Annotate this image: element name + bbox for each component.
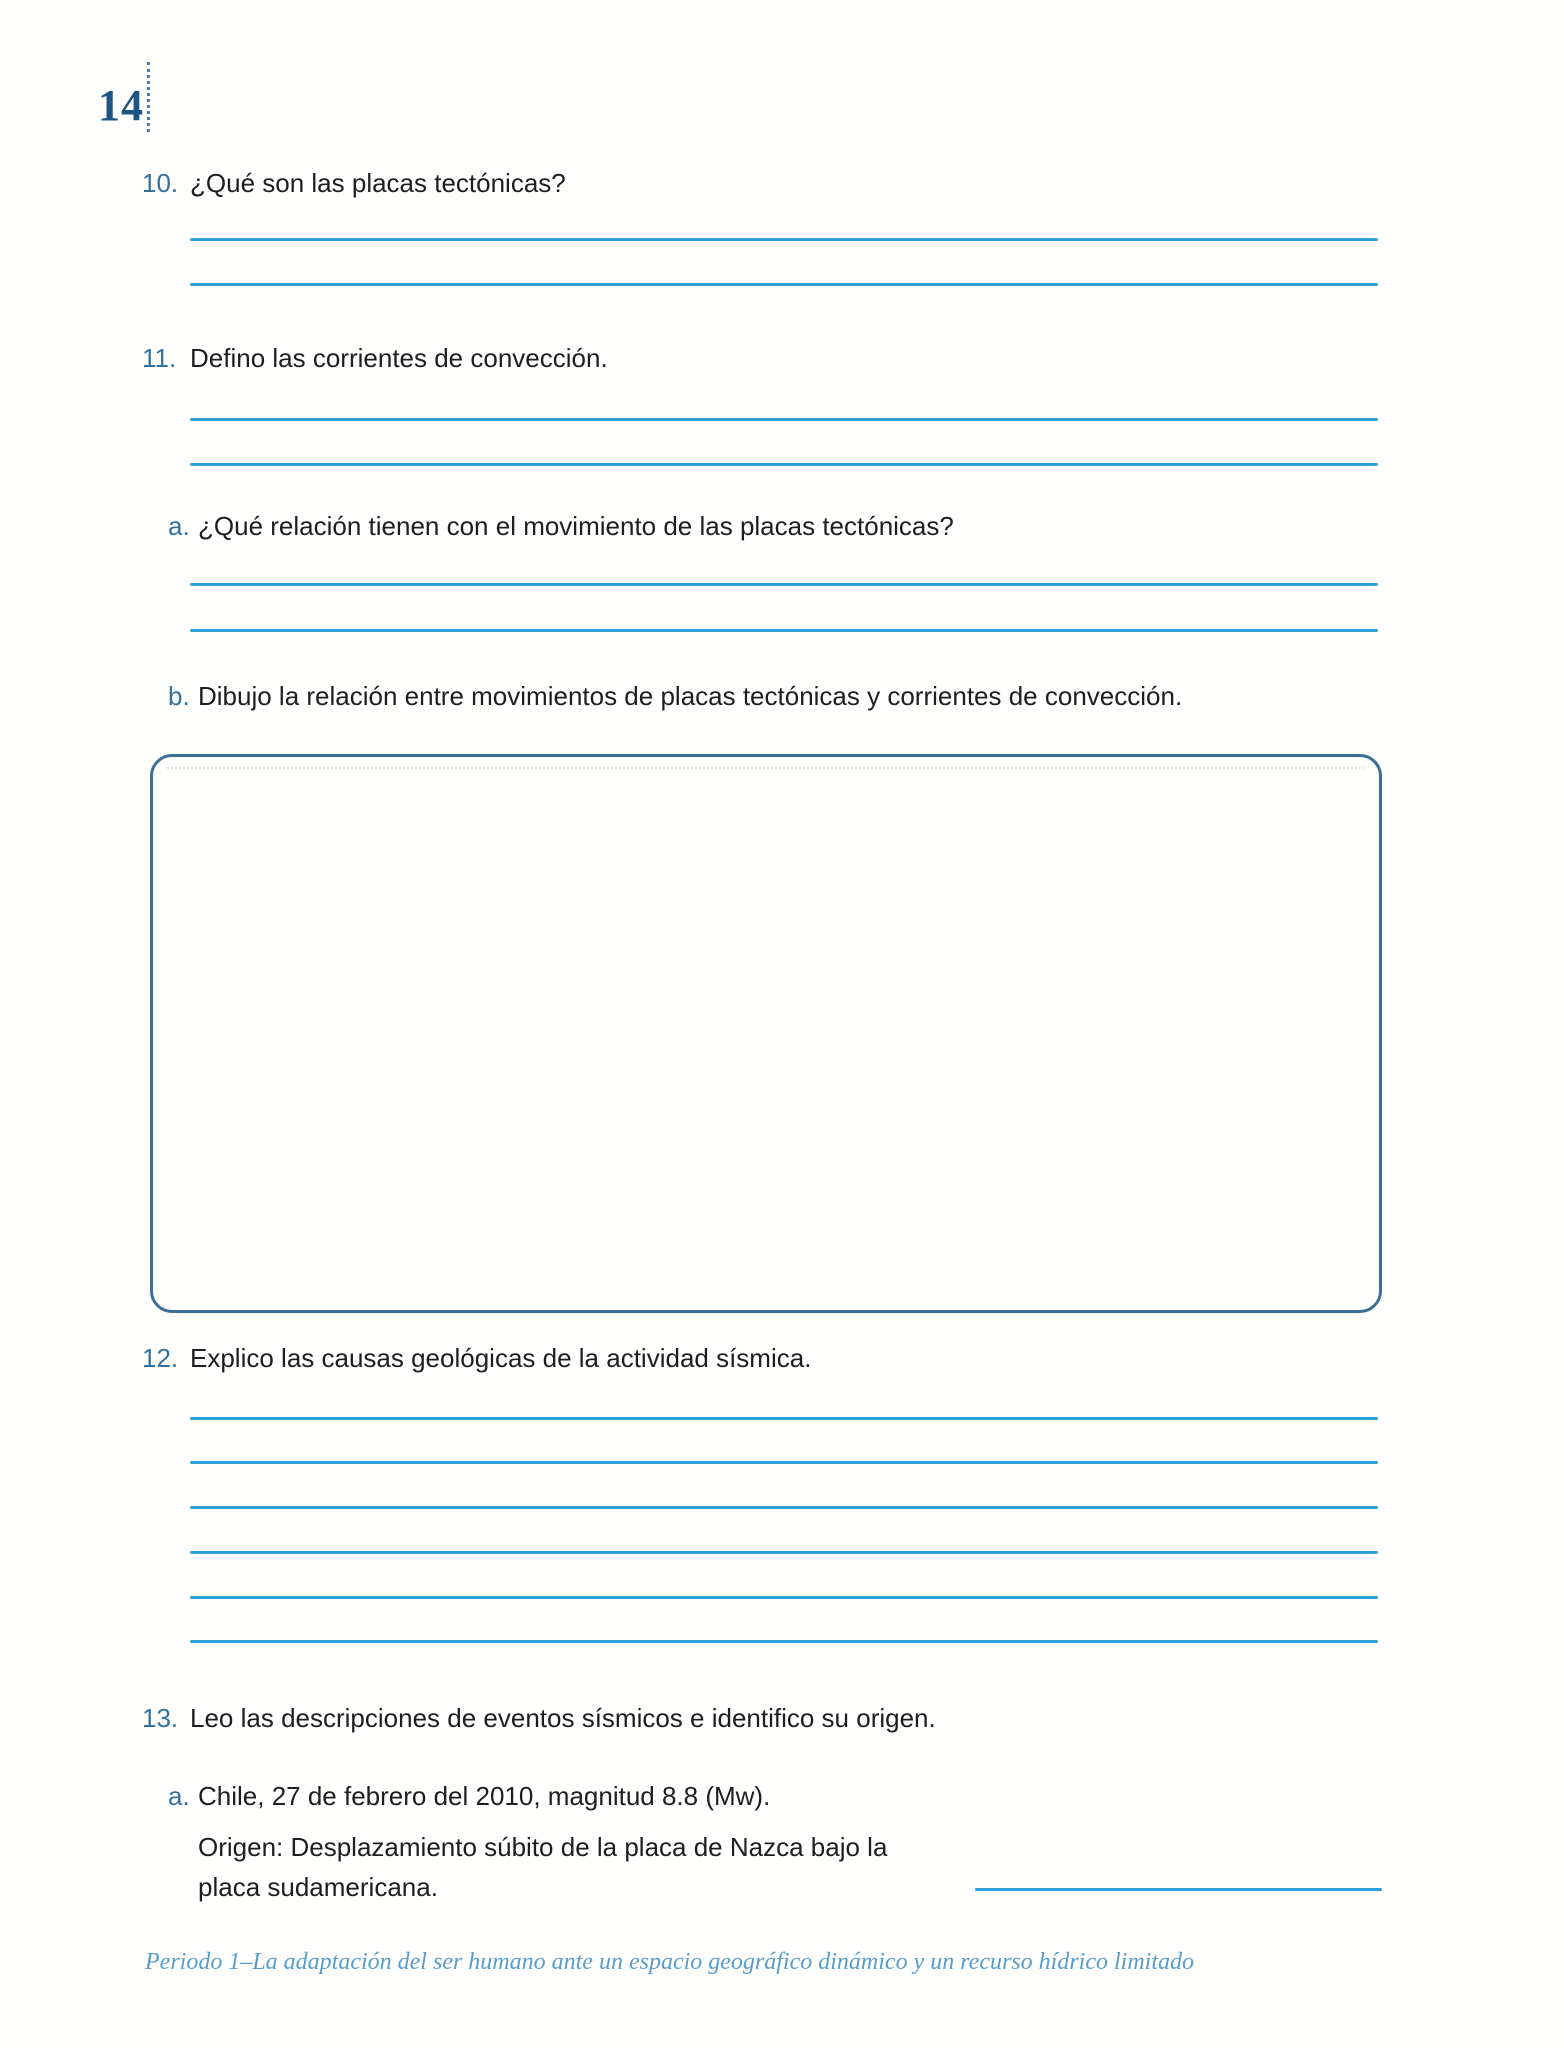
question-10-text: ¿Qué son las placas tectónicas? xyxy=(190,168,566,198)
question-11b xyxy=(168,681,1182,712)
question-10-number: 10. xyxy=(142,168,179,198)
answer-line xyxy=(190,1640,1378,1643)
question-12 xyxy=(142,1343,811,1374)
page-number-dotted-rule xyxy=(147,62,150,132)
answer-line xyxy=(190,583,1378,586)
answer-line xyxy=(190,1417,1378,1420)
answer-line xyxy=(190,629,1378,632)
question-12-number: 12. xyxy=(142,1343,179,1373)
origen-line-1: Origen: Desplazamiento súbito de la placa de Nazca bajo la xyxy=(198,1832,888,1862)
answer-line xyxy=(975,1888,1382,1891)
question-12-text: Explico las causas geológicas de la actividad sísmica. xyxy=(190,1343,812,1373)
answer-line xyxy=(190,418,1378,421)
question-13a xyxy=(168,1781,770,1812)
question-13 xyxy=(142,1703,936,1734)
question-13a-text: Chile, 27 de febrero del 2010, magnitud 8.8 (Mw). xyxy=(198,1781,771,1811)
question-13-text: Leo las descripciones de eventos sísmicos e identifico su origen. xyxy=(190,1703,936,1733)
answer-line xyxy=(190,1596,1378,1599)
answer-line xyxy=(190,1551,1378,1554)
question-11-text: Defino las corrientes de convección. xyxy=(190,343,608,373)
question-11b-letter: b. xyxy=(168,681,190,711)
question-11-number: 11. xyxy=(142,343,177,373)
question-11a xyxy=(168,511,954,542)
question-13-number: 13. xyxy=(142,1703,179,1733)
question-10 xyxy=(142,168,566,199)
page-footer: Periodo 1–La adaptación del ser humano ante un espacio geográfico dinámico y un recurso hídrico limitado xyxy=(145,1949,1194,1975)
page-number: 14 xyxy=(98,81,144,130)
question-11 xyxy=(142,343,608,374)
question-11b-text: Dibujo la relación entre movimientos de placas tectónicas y corrientes de convección. xyxy=(198,681,1183,711)
answer-line xyxy=(190,1506,1378,1509)
question-11a-letter: a. xyxy=(168,511,190,541)
origen-line-2: placa sudamericana. xyxy=(198,1872,438,1902)
answer-line xyxy=(190,283,1378,286)
answer-line xyxy=(190,1461,1378,1464)
answer-line xyxy=(190,238,1378,241)
question-11a-text: ¿Qué relación tienen con el movimiento de las placas tectónicas? xyxy=(198,511,954,541)
drawing-box-dotted-guide xyxy=(167,767,1365,769)
question-13a-letter: a. xyxy=(168,1781,190,1811)
drawing-box xyxy=(150,754,1382,1313)
question-13a-origen xyxy=(198,1827,887,1907)
answer-line xyxy=(190,463,1378,466)
